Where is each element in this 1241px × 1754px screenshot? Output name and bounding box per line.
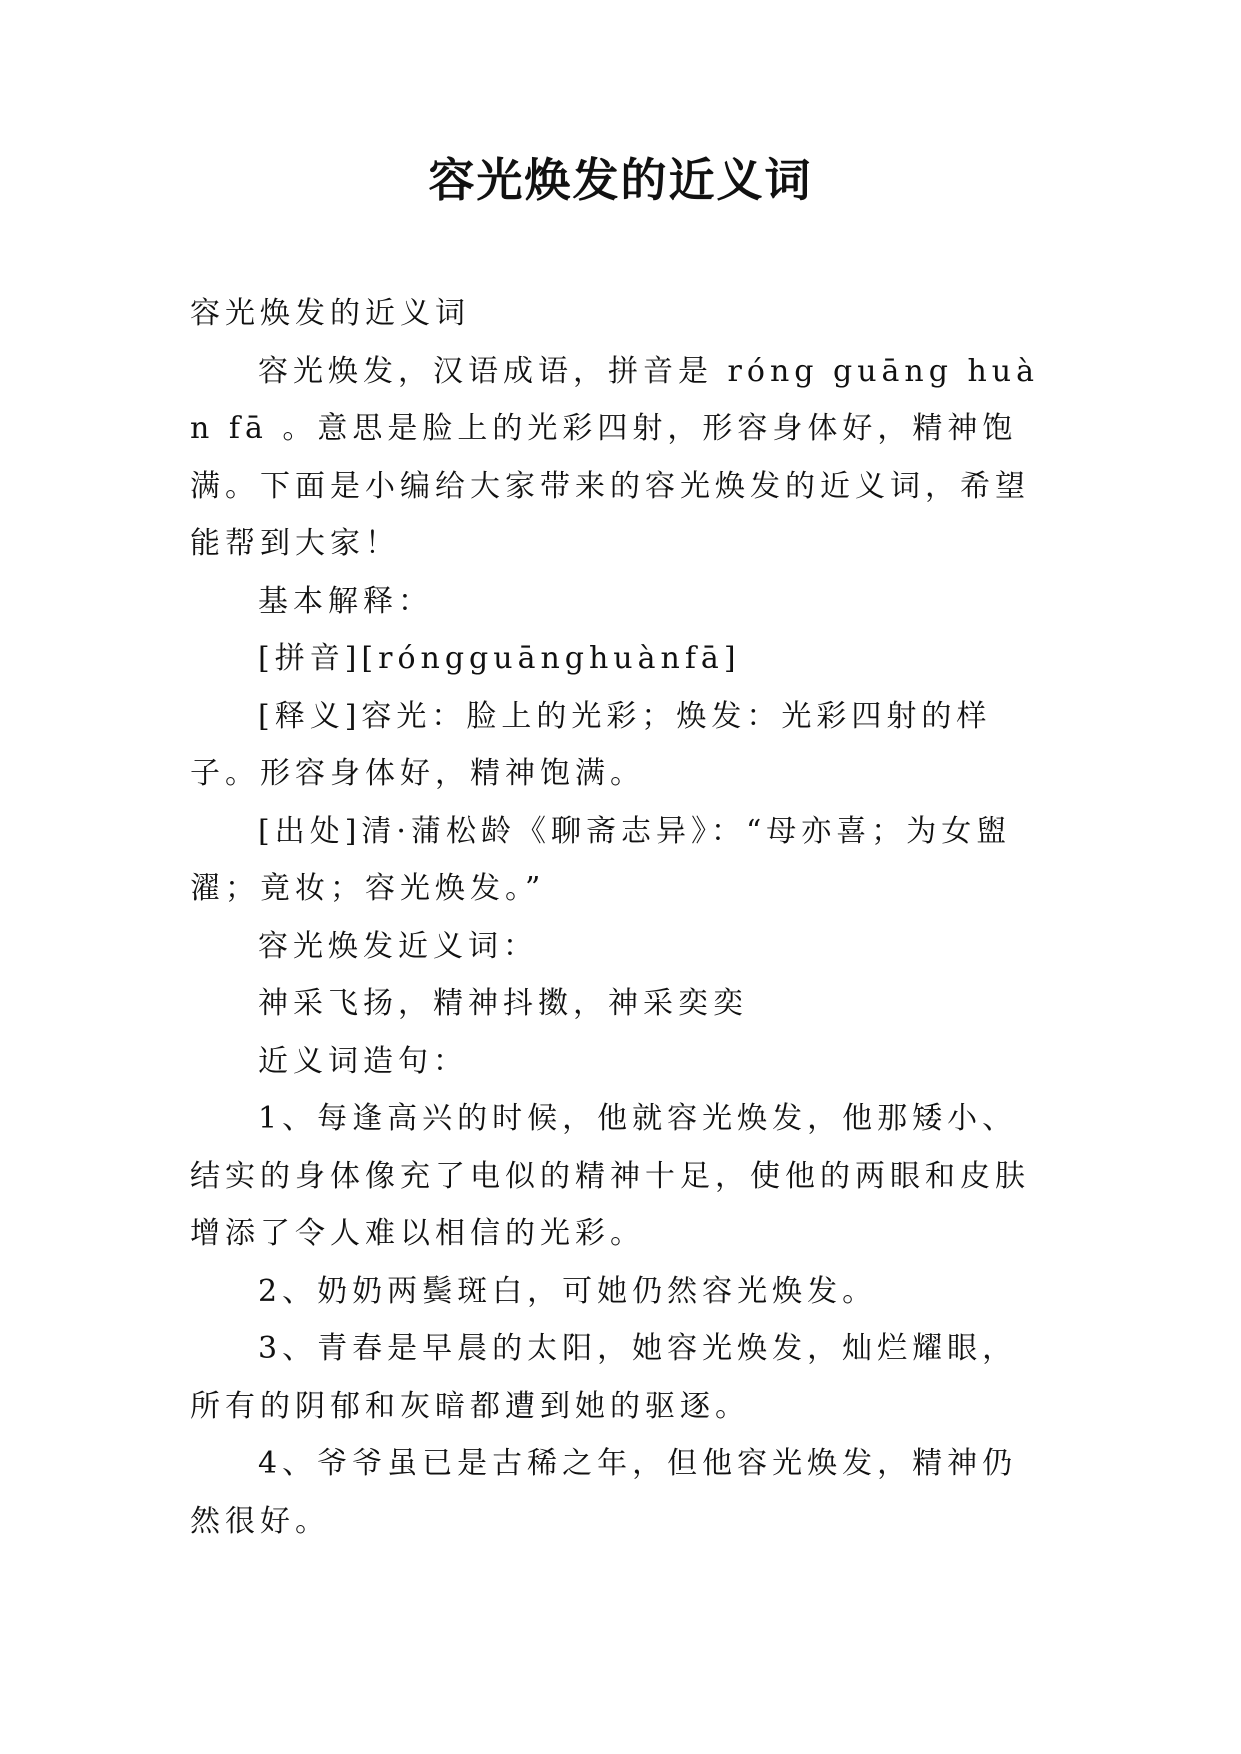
pinyin-line: [拼音][róngguānghuànfā]: [258, 641, 741, 676]
examples-heading: 近义词造句：: [258, 1043, 468, 1079]
synonyms-list: 神采飞扬，精神抖擞，神采奕奕: [258, 986, 748, 1021]
intro-paragraph: 容光焕发，汉语成语，拼音是 róng guāng huàn fā 。意思是脸上的光彩四射，形容身体好，精神饱满。下面是小编给大家带来的容光焕发的近义词，希望能帮到大家！: [190, 353, 1040, 561]
document-body: [190, 285, 1052, 1550]
document-title: 容光焕发的近义词: [428, 153, 813, 207]
synonyms-heading: 容光焕发近义词：: [258, 928, 538, 964]
document-subtitle: 容光焕发的近义词: [190, 296, 470, 331]
example-sentence-3: 3、青春是早晨的太阳，她容光焕发，灿烂耀眼，所有的阴郁和灰暗都遭到她的驱逐。: [190, 1331, 1018, 1424]
meaning-paragraph: [释义]容光：脸上的光彩；焕发：光彩四射的样子。形容身体好，精神饱满。: [190, 698, 992, 791]
example-sentence-1: 1、每逢高兴的时候，他就容光焕发，他那矮小、结实的身体像充了电似的精神十足，使他的两眼和皮肤增添了令人难以相信的光彩。: [190, 1101, 1030, 1251]
basic-explanation-heading: 基本解释：: [258, 583, 433, 619]
example-sentence-2: 2、奶奶两鬓斑白，可她仍然容光焕发。: [258, 1273, 878, 1309]
source-paragraph: [出处]清·蒲松龄《聊斋志异》：“母亦喜；为女盥濯；竟妆；容光焕发。”: [190, 813, 1012, 906]
example-sentence-4: 4、爷爷虽已是古稀之年，但他容光焕发，精神仍然很好。: [190, 1446, 1018, 1539]
